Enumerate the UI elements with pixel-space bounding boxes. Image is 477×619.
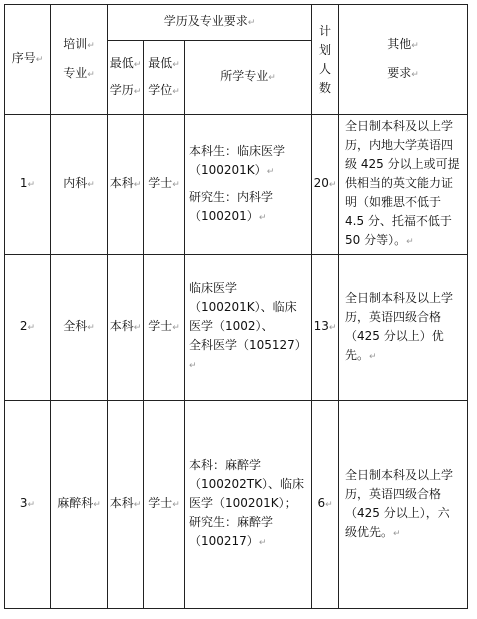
row-min-degree: 学士↵ [144, 115, 185, 255]
header-specialty: 所学专业↵ [185, 41, 312, 115]
recruitment-table [4, 4, 468, 609]
header-seq: 序号↵ [5, 5, 51, 115]
header-plan-count: 计 划 人 数 [312, 5, 339, 115]
row-seq: 2↵ [5, 255, 51, 401]
table-row [5, 115, 468, 255]
header-min-degree: 最低↵ 学位↵ [144, 41, 185, 115]
row-plan-count: 13↵ [312, 255, 339, 401]
row-other-requirements: 全日制本科及以上学 历，英语四级合格 （425 分以上），六 级优先。↵ [339, 401, 468, 609]
row-plan-count: 6↵ [312, 401, 339, 609]
header-other-requirements: 其他↵ 要求↵ [339, 5, 468, 115]
row-seq: 3↵ [5, 401, 51, 609]
header-min-education: 最低↵ 学历↵ [108, 41, 144, 115]
row-specialty: 临床医学 （100201K）、临床 医学（1002）、 全科医学（105127）↵ [185, 255, 312, 401]
row-other-requirements: 全日制本科及以上学 历，英语四级合格 （425 分以上）优先。↵ [339, 255, 468, 401]
row-min-education: 本科↵ [108, 401, 144, 609]
table-row [5, 401, 468, 609]
row-major: 内科↵ [51, 115, 108, 255]
row-min-education: 本科↵ [108, 255, 144, 401]
row-major: 麻醉科↵ [51, 401, 108, 609]
row-other-requirements: 全日制本科及以上学 历，内地大学英语四 级 425 分以上或可提 供相当的英文能力证 明（如雅思不低于 4.5 分、托福不低于 50 分等）。↵ [339, 115, 468, 255]
row-min-degree: 学士↵ [144, 255, 185, 401]
row-major: 全科↵ [51, 255, 108, 401]
table-row [5, 255, 468, 401]
row-min-education: 本科↵ [108, 115, 144, 255]
header-major: 培训↵ 专业↵ [51, 5, 108, 115]
row-plan-count: 20↵ [312, 115, 339, 255]
row-specialty: 本科：麻醉学 （100202TK）、临床 医学（100201K）； 研究生：麻醉学 （100217）↵ [185, 401, 312, 609]
header-education-requirements: 学历及专业要求↵ [108, 5, 312, 41]
row-min-degree: 学士↵ [144, 401, 185, 609]
row-specialty: 本科生：临床医学 （100201K）↵ 研究生：内科学 （100201）↵ [185, 115, 312, 255]
row-seq: 1↵ [5, 115, 51, 255]
